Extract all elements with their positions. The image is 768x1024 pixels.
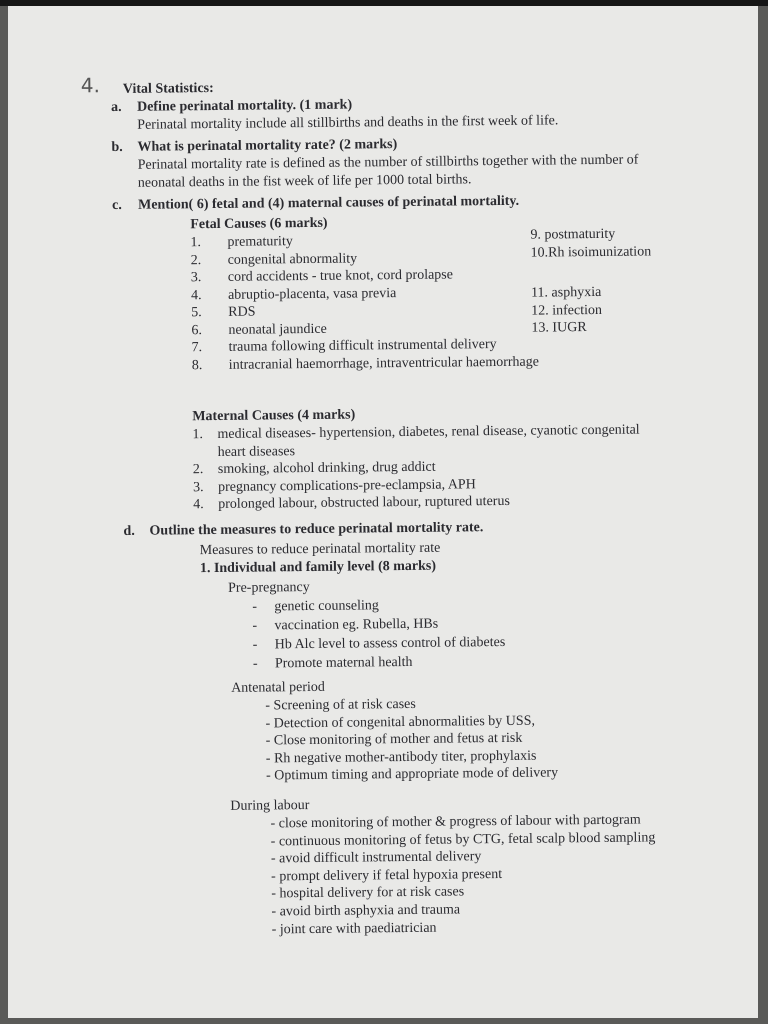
list-item: 7. trauma following difficult instrumental delivery <box>191 337 497 356</box>
list-item: 8. intracranial haemorrhage, intraventricular haemorrhage <box>191 354 540 373</box>
question-number: 4. <box>80 73 101 98</box>
list-item: - vaccination eg. Rubella, HBs <box>252 616 439 634</box>
part-d-question: Outline the measures to reduce perinatal mortality rate. <box>149 520 484 539</box>
part-a-answer: Perinatal mortality include all stillbirths and deaths in the first week of life. <box>137 113 559 133</box>
list-item: 3. cord accidents - true knot, cord prolapse <box>190 267 454 286</box>
fetal-causes-list <box>190 231 539 375</box>
list-item: - continuous monitoring of fetus by CTG, fetal scalp blood sampling <box>270 829 656 850</box>
antenatal-list <box>265 694 558 785</box>
list-item: 6. neonatal jaundice <box>191 321 327 338</box>
list-item: - genetic counseling <box>252 598 379 615</box>
list-item: 12. infection <box>531 302 603 319</box>
list-item: - joint care with paediatrician <box>271 920 437 937</box>
part-d-letter: d. <box>123 523 135 539</box>
list-item: 1. prematurity <box>190 234 293 251</box>
list-item: 13. IUGR <box>531 320 587 336</box>
part-b-question: What is perinatal mortality rate? (2 marks) <box>137 137 398 155</box>
measures-intro: Measures to reduce perinatal mortality rate <box>199 540 441 559</box>
list-item: 10.Rh isoimunization <box>530 243 652 261</box>
pre-pregnancy-list <box>252 595 505 674</box>
part-a-question: Define perinatal mortality. (1 mark) <box>136 97 353 115</box>
paper-sheet <box>8 6 758 1018</box>
maternal-causes-heading: Maternal Causes (4 marks) <box>192 407 356 425</box>
part-a-letter: a. <box>110 99 122 116</box>
list-item: - Close monitoring of mother and fetus at risk <box>265 730 523 749</box>
antenatal-heading: Antenatal period <box>231 679 325 696</box>
list-item: 5. RDS <box>191 304 256 321</box>
part-c-letter: c. <box>112 197 122 214</box>
section-title: Vital Statistics: <box>122 80 214 97</box>
list-item: 1. medical diseases- hypertension, diabetes, renal disease, cyanotic congenital <box>192 422 640 443</box>
list-item: - Detection of congenital abnormalities by USS, <box>265 713 536 732</box>
list-item: - Screening of at risk cases <box>265 696 416 714</box>
list-item: 4. abruptio-placenta, vasa previa <box>190 285 397 303</box>
part-c-question: Mention( 6) fetal and (4) maternal causes of perinatal mortality. <box>138 193 520 213</box>
document-body <box>20 0 768 1024</box>
list-item: - close monitoring of mother & progress of labour with partogram <box>270 812 641 832</box>
list-item: - Rh negative mother-antibody titer, prophylaxis <box>265 748 537 767</box>
list-item: - Promote maternal health <box>252 654 413 672</box>
list-item: - Optimum timing and appropriate mode of delivery <box>266 765 559 784</box>
individual-level-heading: 1. Individual and family level (8 marks) <box>199 558 437 577</box>
part-b-letter: b. <box>111 139 123 156</box>
pre-pregnancy-heading: Pre-pregnancy <box>228 579 310 596</box>
fetal-causes-heading: Fetal Causes (6 marks) <box>190 215 328 233</box>
fetal-causes-right-top <box>530 225 651 261</box>
list-item: 4. prolonged labour, obstructed labour, ruptured uterus <box>193 493 510 513</box>
list-item: - hospital delivery for at risk cases <box>271 884 465 902</box>
list-item: 11. asphyxia <box>530 284 602 301</box>
list-item: 9. postmaturity <box>530 226 616 243</box>
list-item: - prompt delivery if fetal hypoxia present <box>271 866 503 885</box>
list-item: 3. pregnancy complications-pre-eclampsia, APH <box>192 476 476 495</box>
during-labour-list <box>270 811 656 938</box>
list-item: - Hb Alc level to assess control of diabetes <box>252 634 506 653</box>
list-item: - avoid birth asphyxia and trauma <box>271 902 461 920</box>
fetal-causes-right-bottom <box>531 284 602 337</box>
list-item: 2. congenital abnormality <box>190 250 358 268</box>
list-item: 2. smoking, alcohol drinking, drug addict <box>192 459 436 478</box>
part-b-answer-line-2: neonatal deaths in the fist week of life per 1000 total births. <box>137 172 472 191</box>
list-item: - avoid difficult instrumental delivery <box>270 849 482 867</box>
during-labour-heading: During labour <box>230 798 310 814</box>
list-item: heart diseases <box>217 443 296 460</box>
part-b-answer-line-1: Perinatal mortality rate is defined as the number of stillbirths together with the number of <box>137 152 639 173</box>
maternal-causes-list <box>192 422 640 514</box>
